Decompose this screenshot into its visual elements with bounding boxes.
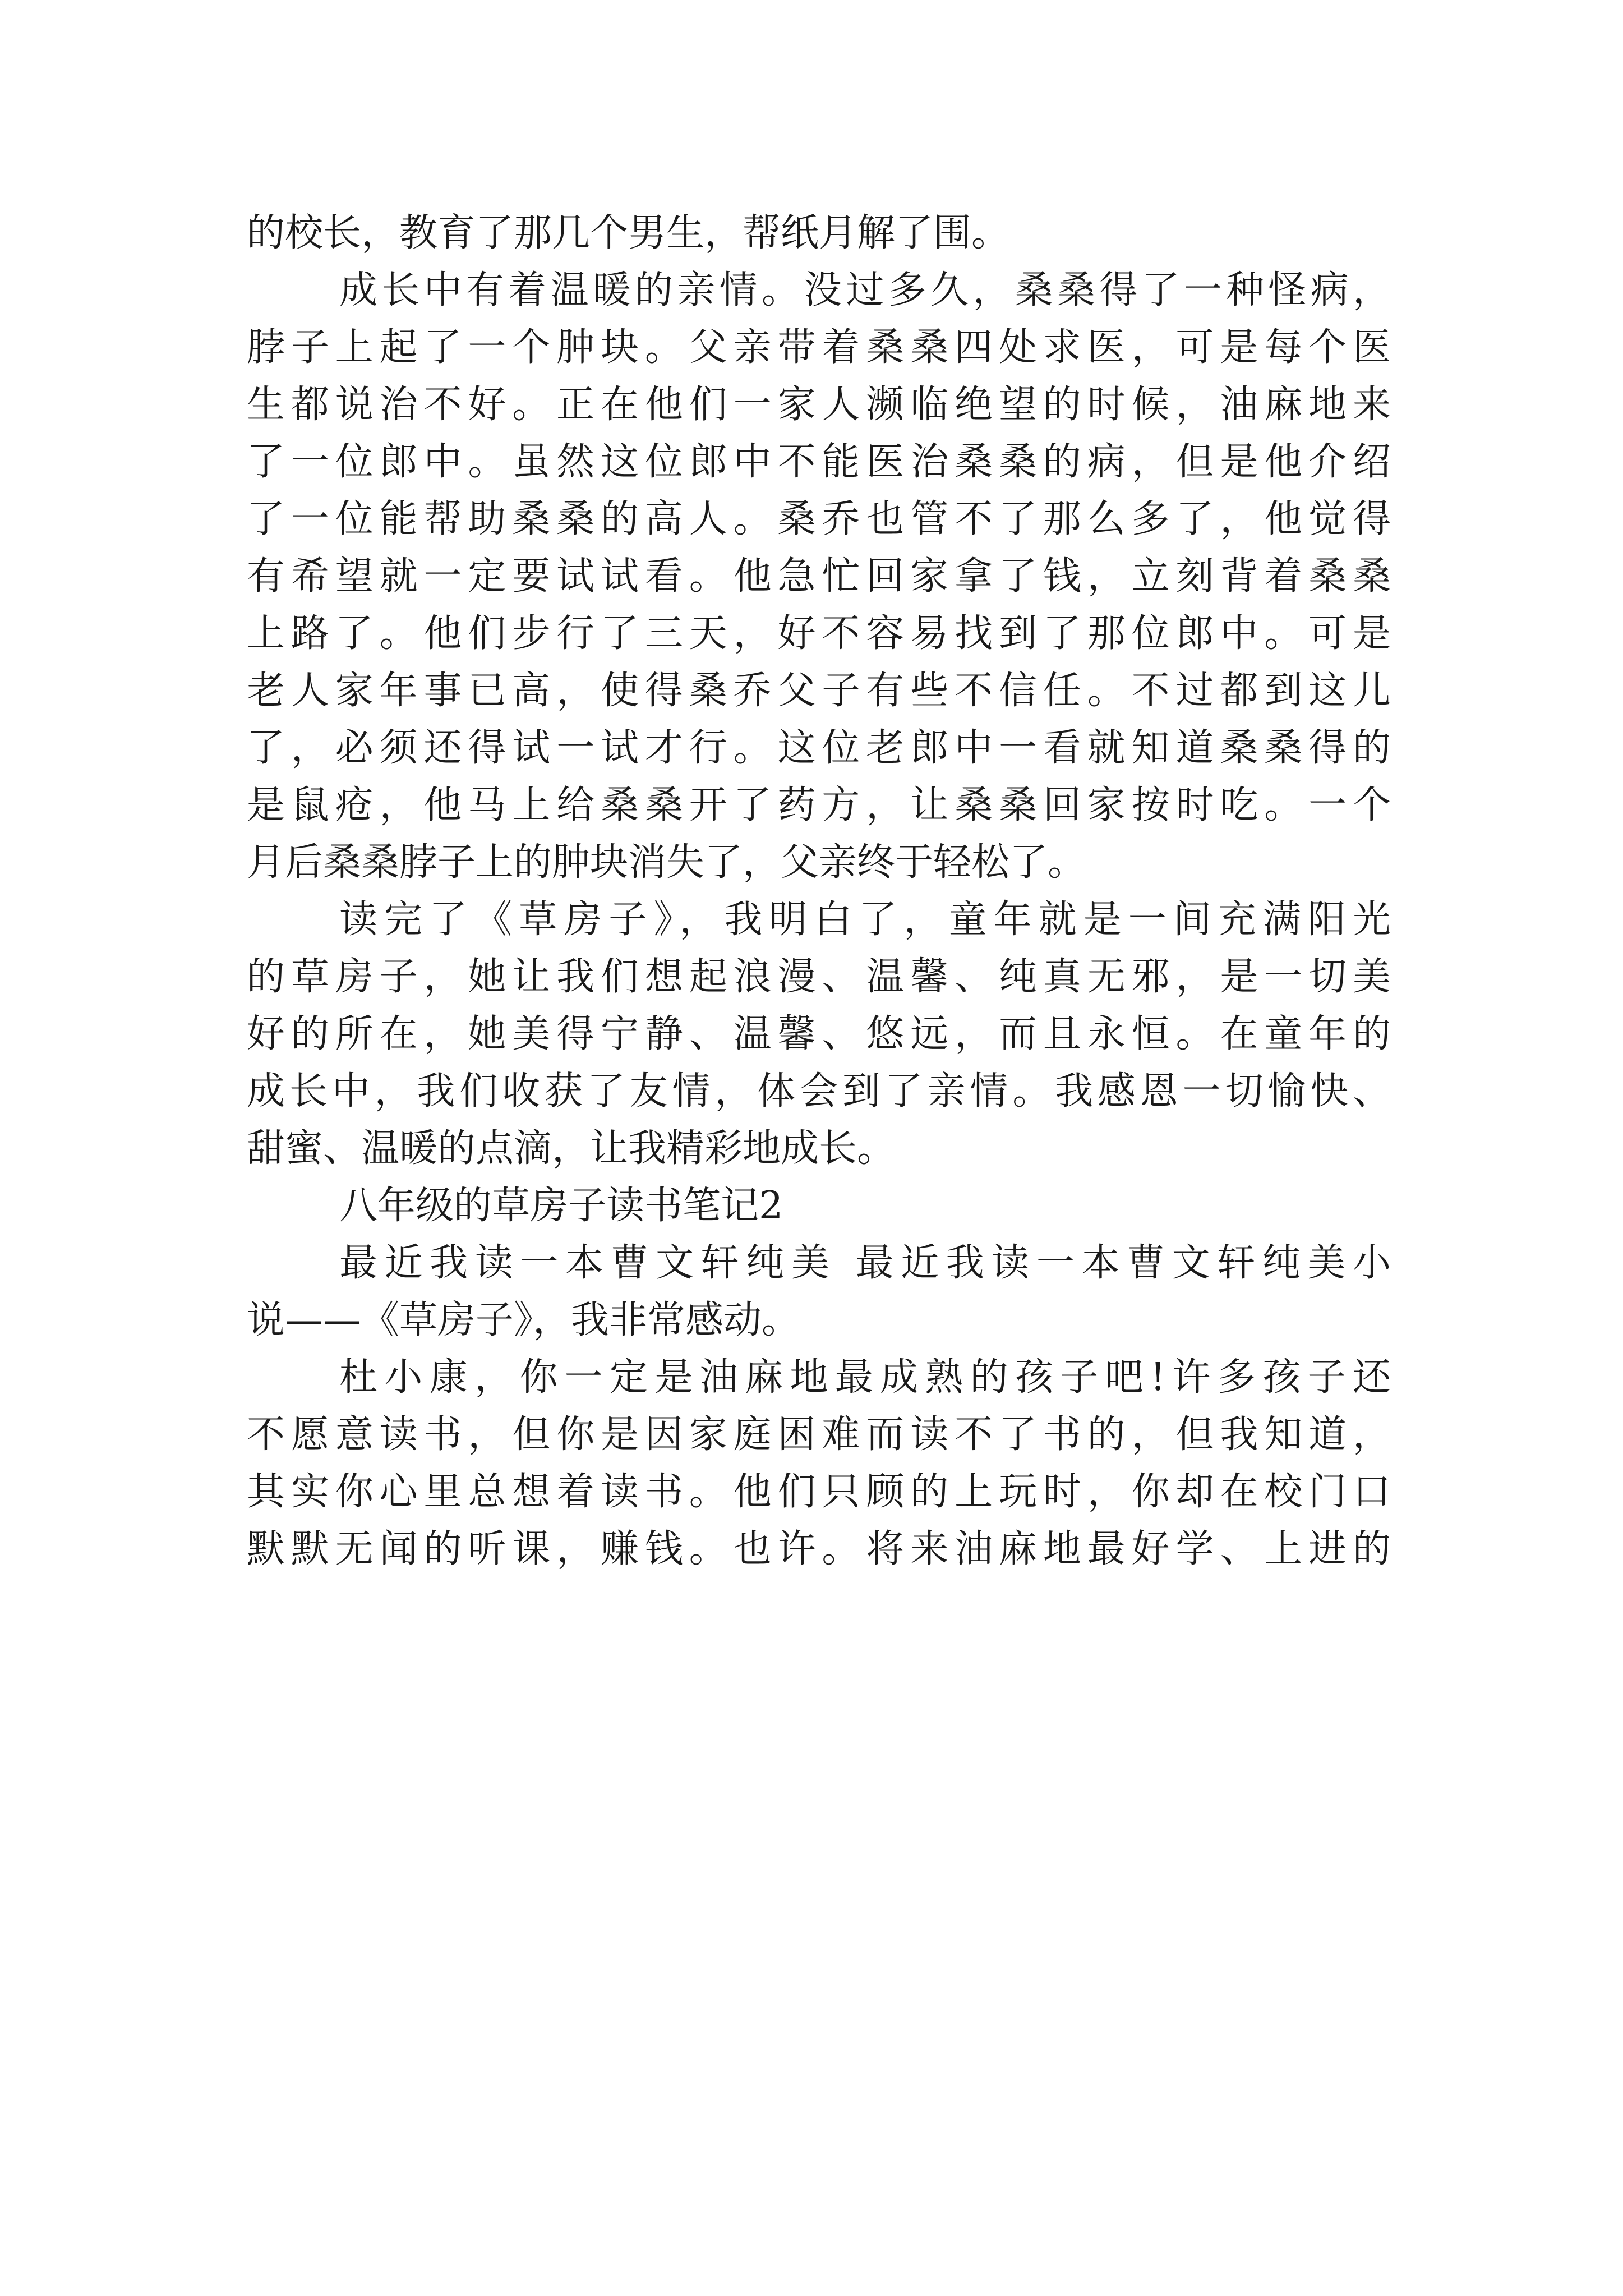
text-line: 其实你心里总想着读书。他们只顾的上玩时，你却在校门口 [247, 1470, 1391, 1514]
paragraph-start-line: 成长中有着温暖的亲情。没过多久，桑桑得了一种怪病， [339, 268, 1391, 312]
paragraph-start-line: 读完了《草房子》，我明白了，童年就是一间充满阳光 [339, 898, 1391, 942]
text-line: 月后桑桑脖子上的肿块消失了，父亲终于轻松了。 [247, 840, 1086, 885]
text-line: 上路了。他们步行了三天，好不容易找到了那位郎中。可是 [247, 611, 1391, 656]
section-heading: 八年级的草房子读书笔记2 [339, 1184, 783, 1228]
text-line: 默默无闻的听课，赚钱。也许。将来油麻地最好学、上进的 [247, 1527, 1391, 1571]
text-line: 说——《草房子》，我非常感动。 [247, 1298, 800, 1342]
text-line: 好的所在，她美得宁静、温馨、悠远，而且永恒。在童年的 [247, 1012, 1391, 1056]
text-line: 了一位郎中。虽然这位郎中不能医治桑桑的病，但是他介绍 [247, 440, 1391, 484]
text-line: 有希望就一定要试试看。他急忙回家拿了钱，立刻背着桑桑 [247, 554, 1391, 599]
text-line: 老人家年事已高，使得桑乔父子有些不信任。不过都到这儿 [247, 669, 1391, 713]
text-line: 不愿意读书，但你是因家庭困难而读不了书的，但我知道， [247, 1412, 1391, 1457]
text-line: 了，必须还得试一试才行。这位老郎中一看就知道桑桑得的 [247, 726, 1391, 770]
text-line: 甜蜜、温暖的点滴，让我精彩地成长。 [247, 1126, 896, 1171]
paragraph-start-line: 最近我读一本曹文轩纯美 最近我读一本曹文轩纯美小 [339, 1241, 1391, 1285]
paragraph-start-line: 杜小康，你一定是油麻地最成熟的孩子吧!许多孩子还 [339, 1355, 1391, 1400]
text-line: 脖子上起了一个肿块。父亲带着桑桑四处求医，可是每个医 [247, 325, 1391, 370]
text-line: 成长中，我们收获了友情，体会到了亲情。我感恩一切愉快、 [247, 1069, 1391, 1114]
text-line: 的校长，教育了那几个男生，帮纸月解了围。 [247, 211, 1010, 255]
text-line: 生都说治不好。正在他们一家人濒临绝望的时候，油麻地来 [247, 383, 1391, 427]
text-line: 了一位能帮助桑桑的高人。桑乔也管不了那么多了，他觉得 [247, 497, 1391, 541]
text-line: 是鼠疮，他马上给桑桑开了药方，让桑桑回家按时吃。一个 [247, 783, 1391, 827]
text-line: 的草房子，她让我们想起浪漫、温馨、纯真无邪，是一切美 [247, 955, 1391, 999]
